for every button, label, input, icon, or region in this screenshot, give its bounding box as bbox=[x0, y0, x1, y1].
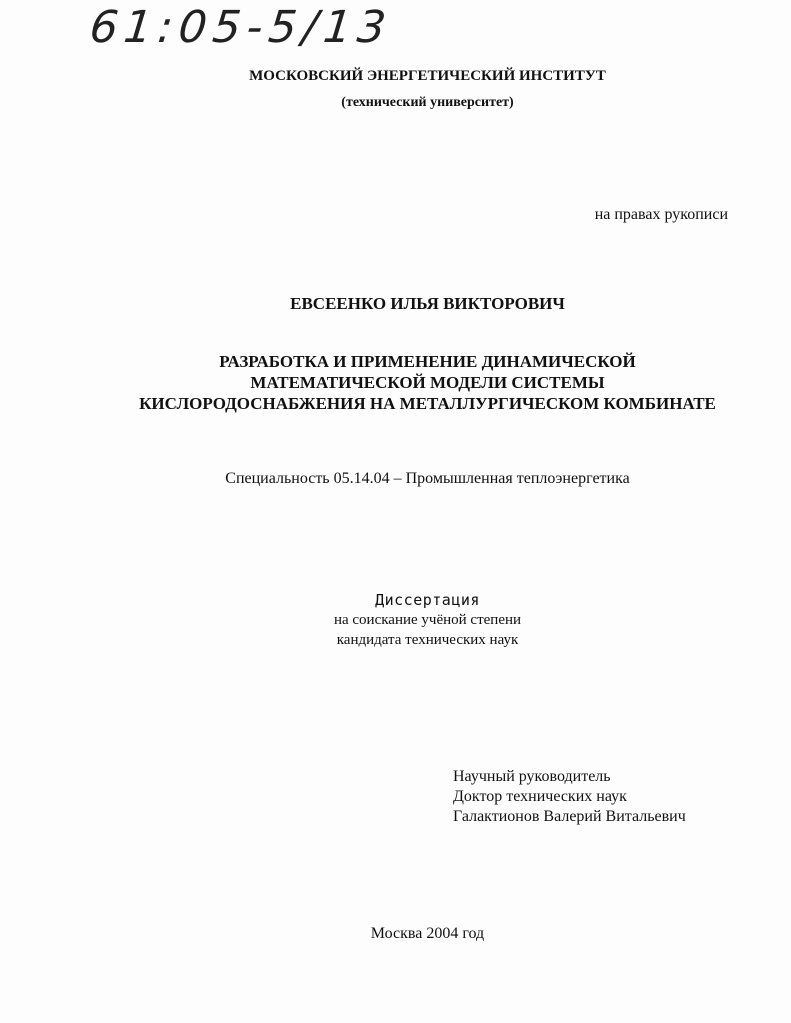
dissertation-title bbox=[0, 351, 791, 414]
author-name: ЕВСЕЕНКО ИЛЬЯ ВИКТОРОВИЧ bbox=[290, 294, 565, 313]
degree-line-1: на соискание учёной степени bbox=[333, 612, 522, 628]
title-line: КИСЛОРОДОСНАБЖЕНИЯ НА МЕТАЛЛУРГИЧЕСКОМ КОМБИНАТЕ bbox=[139, 394, 716, 413]
supervisor-role: Научный руководитель bbox=[453, 768, 611, 785]
dissertation-block bbox=[0, 590, 791, 650]
rights-note: на правах рукописи bbox=[594, 206, 728, 223]
dissertation-label: Диссертация bbox=[375, 591, 480, 609]
supervisor-name: Галактионов Валерий Витальевич bbox=[453, 808, 686, 825]
supervisor-block bbox=[453, 767, 686, 827]
institution-subtitle: (технический университет) bbox=[341, 95, 514, 110]
supervisor-degree: Доктор технических наук bbox=[453, 788, 627, 805]
institution-name: МОСКОВСКИЙ ЭНЕРГЕТИЧЕСКИЙ ИНСТИТУТ bbox=[249, 68, 606, 84]
specialty: Специальность 05.14.04 – Промышленная теплоэнергетика bbox=[225, 470, 630, 487]
degree-line-2: кандидата технических наук bbox=[336, 632, 519, 648]
title-line: РАЗРАБОТКА И ПРИМЕНЕНИЕ ДИНАМИЧЕСКОЙ bbox=[219, 352, 636, 371]
handwritten-archive-number: 61:05-5/13 bbox=[87, 2, 395, 53]
title-line: МАТЕМАТИЧЕСКОЙ МОДЕЛИ СИСТЕМЫ bbox=[250, 373, 605, 392]
place-year: Москва 2004 год bbox=[370, 925, 485, 942]
